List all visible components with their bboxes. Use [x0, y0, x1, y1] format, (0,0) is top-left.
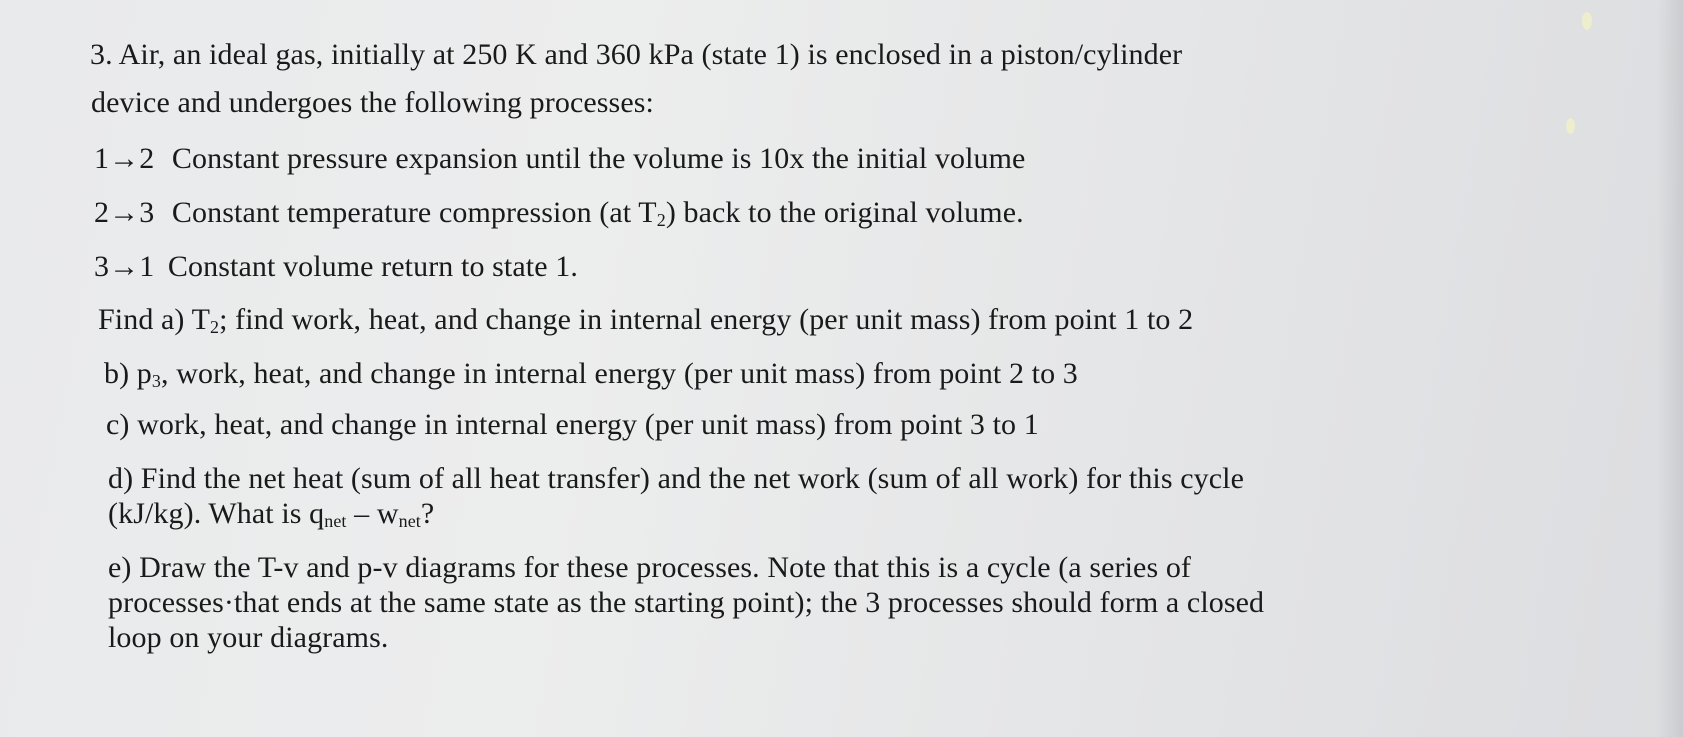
process-text: Constant pressure expansion until the volume is 10x the initial volume: [171, 142, 1026, 175]
process-text: Constant temperature compression (at T: [171, 196, 657, 229]
light-glint: [1582, 12, 1592, 30]
light-glint: [1566, 118, 1575, 134]
process-label: 1→2: [94, 142, 155, 175]
process-text: Constant volume return to state 1.: [167, 250, 578, 283]
question-d-line1: d) Find the net heat (sum of all heat transfer) and the net work (sum of all work) for this cycle: [108, 462, 1245, 495]
question-text: (kJ/kg). What is q: [108, 497, 325, 530]
question-e-line2: processes·that ends at the same state as the starting point); the 3 processes should form a closed: [108, 586, 1265, 619]
process-2-3: [94, 196, 1024, 230]
process-text: ) back to the original volume.: [665, 196, 1024, 229]
process-label: 2→3: [94, 196, 155, 229]
process-label: 3→1: [94, 250, 155, 283]
question-e-line3: loop on your diagrams.: [108, 621, 389, 654]
subscript: 3: [151, 371, 161, 391]
question-text: – w: [346, 497, 399, 530]
question-c: c) work, heat, and change in internal energy (per unit mass) from point 3 to 1: [106, 408, 1039, 441]
question-text: Find a) T: [98, 303, 211, 336]
question-d-line2: [108, 497, 434, 531]
question-e-line1: e) Draw the T-v and p-v diagrams for these processes. Note that this is a cycle (a series of: [108, 551, 1192, 584]
process-1-2: [94, 142, 1025, 176]
question-b: [104, 357, 1078, 391]
question-text: ; find work, heat, and change in internal energy (per unit mass) from point 1 to 2: [219, 303, 1194, 336]
subscript: net: [398, 511, 421, 531]
subscript: 2: [210, 317, 220, 337]
question-text: b) p: [104, 357, 152, 390]
subscript: 2: [656, 210, 666, 230]
question-a: [98, 303, 1193, 337]
page-edge-shadow: [1657, 0, 1683, 737]
process-3-1: [94, 250, 578, 284]
subscript: net: [324, 511, 347, 531]
question-text: ?: [420, 497, 435, 530]
question-text: , work, heat, and change in internal energy (per unit mass) from point 2 to 3: [161, 357, 1078, 390]
problem-intro-line2: device and undergoes the following processes:: [91, 86, 654, 119]
problem-intro-line1: 3. Air, an ideal gas, initially at 250 K and 360 kPa (state 1) is enclosed in a piston/cylinder: [90, 38, 1183, 71]
